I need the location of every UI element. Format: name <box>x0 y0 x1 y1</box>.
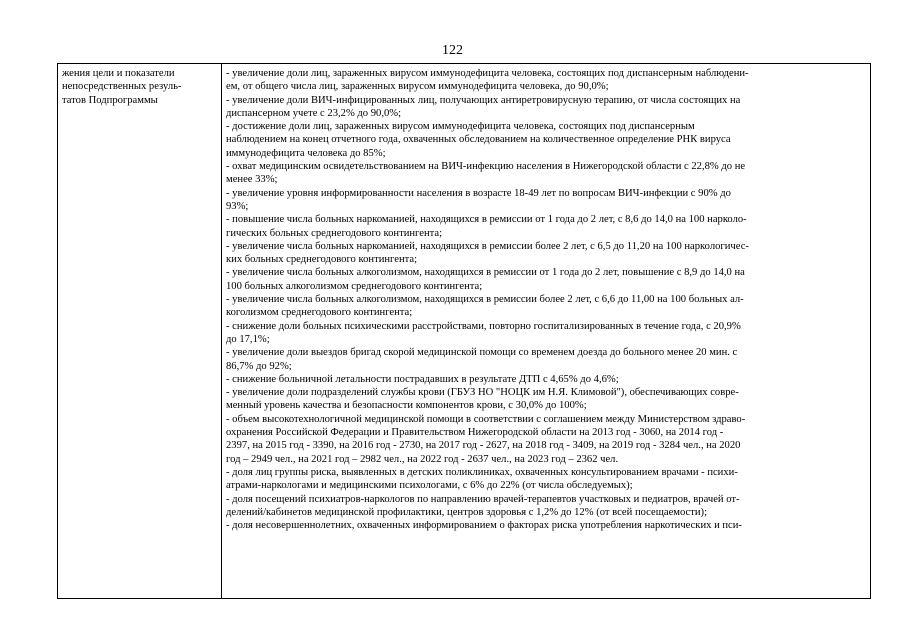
text-line: - достижение доли лиц, зараженных вирусом иммунодефицита человека, состоящих под диспансерным <box>226 121 695 133</box>
text-line: татов Подпрограммы <box>62 94 158 106</box>
text-line: 86,7% до 92%; <box>226 360 292 372</box>
indicator-values-cell <box>222 64 871 599</box>
text-line: - доля посещений психиатров-наркологов по направлению врачей-терапевтов участковых и педиатров, врачей от- <box>226 493 740 505</box>
text-line: - увеличение доли подразделений службы крови (ГБУЗ НО "НОЦК им Н.Я. Климовой"), обеспечивающих совре- <box>226 387 739 399</box>
text-line: - увеличение доли лиц, зараженных вирусом иммунодефицита человека, состоящих под диспансерным наблюдени- <box>226 68 749 79</box>
text-line: делений/кабинетов медицинской профилактики, центров здоровья с 1,2% до 12% (от всей посещаемости); <box>226 506 708 518</box>
text-line: непосредственных резуль- <box>62 81 182 93</box>
text-line: - увеличение уровня информированности населения в возрасте 18-49 лет по вопросам ВИЧ-инфекции с 90% до <box>226 187 731 199</box>
text-line: атрами-наркологами и медицинскими психологами, с 6% до 22% (от числа обследуемых); <box>226 480 633 492</box>
text-line: жения цели и показатели <box>62 68 175 79</box>
text-line: - увеличение числа больных алкоголизмом, находящихся в ремиссии более 2 лет, с 6,6 до 11,00 на 100 больных ал- <box>226 294 744 306</box>
text-line: до 17,1%; <box>226 333 270 345</box>
text-line: 100 больных алкоголизмом среднегодового контингента; <box>226 280 483 292</box>
text-line: - доля лиц группы риска, выявленных в детских поликлиниках, охваченных консультированием врачами - психи- <box>226 466 738 478</box>
text-line: диспансерном учете с 23,2% до 90,0%; <box>226 107 402 119</box>
text-line: гических больных среднегодового контингента; <box>226 227 443 239</box>
text-line: - снижение больничной летальности пострадавших в результате ДТП с 4,65% до 4,6%; <box>226 373 619 385</box>
text-line: - увеличение числа больных наркоманией, находящихся в ремиссии более 2 лет, с 6,5 до 11,20 на 100 наркологичес- <box>226 240 749 252</box>
text-line: - увеличение доли выездов бригад скорой медицинской помощи со временем доезда до больного менее 20 мин. с <box>226 347 738 359</box>
text-line: иммунодефицита человека до 85%; <box>226 147 386 159</box>
text-line: год – 2949 чел., на 2021 год – 2982 чел., на 2022 год - 2637 чел., на 2023 год – 2362 чел. <box>226 453 619 465</box>
text-line: менее 33%; <box>226 174 278 186</box>
text-line: 93%; <box>226 200 249 212</box>
text-line: коголизмом среднегодового контингента; <box>226 307 413 319</box>
indicators-table <box>57 63 871 599</box>
indicator-name-cell <box>58 64 222 599</box>
page-number: 122 <box>442 43 463 58</box>
text-line: охранения Российской Федерации и Правительством Нижегородской области на 2013 год - 3060, на 2014 год - <box>226 427 724 439</box>
text-line: - объем высокотехнологичной медицинской помощи в соответствии с соглашением между Министерством здраво- <box>226 413 746 425</box>
text-line: - увеличение числа больных алкоголизмом, находящихся в ремиссии от 1 года до 2 лет, повышение с 8,9 до 14,0 на <box>226 267 745 279</box>
text-line: - доля несовершеннолетних, охваченных информированием о факторах риска употребления наркотических и пси- <box>226 520 742 532</box>
text-line: 2397, на 2015 год - 3390, на 2016 год - 2730, на 2017 год - 2627, на 2018 год - 3409, на 2019 год - 3284 чел., на 2020 <box>226 440 741 452</box>
text-line: - охват медицинским освидетельствованием на ВИЧ-инфекцию населения в Нижегородской области с 22,8% до не <box>226 161 746 173</box>
text-line: ем, от общего числа лиц, зараженных вирусом иммунодефицита человека, до 90,0%; <box>226 81 609 93</box>
text-line: ких больных среднегодового контингента; <box>226 254 418 266</box>
text-line: наблюдением на конец отчетного года, охваченных обследованием на количественное определение РНК вируса <box>226 134 731 146</box>
text-line: - увеличение доли ВИЧ-инфицированных лиц, получающих антиретровирусную терапию, от числа состоящих на <box>226 94 741 106</box>
text-line: менный уровень качества и безопасности компонентов крови, с 30,0% до 100%; <box>226 400 587 412</box>
text-line: - снижение доли больных психическими расстройствами, повторно госпитализированных в течение года, с 20,9% <box>226 320 741 332</box>
text-line: - повышение числа больных наркоманией, находящихся в ремиссии от 1 года до 2 лет, с 8,6 до 14,0 на 100 нарколо- <box>226 214 747 226</box>
table-row <box>58 64 871 599</box>
